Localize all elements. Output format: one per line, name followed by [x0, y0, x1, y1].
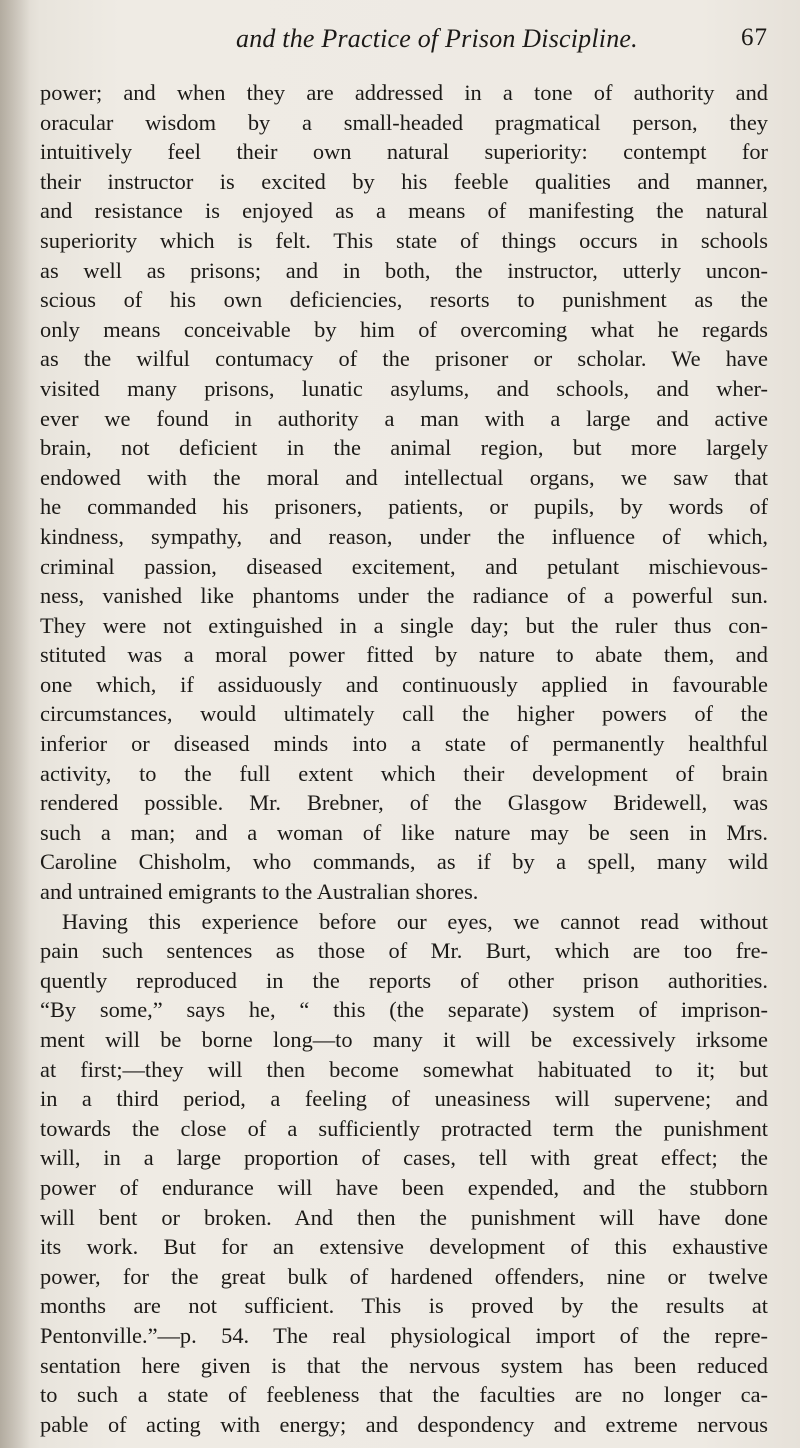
text-line: brain, not deficient in the animal region, but more largely [40, 435, 768, 461]
text-line: one which, if assiduously and continuously applied in favourable [40, 671, 768, 697]
text-line: as well as prisons; and in both, the instructor, utterly uncon- [40, 257, 768, 283]
text-line: activity, to the full extent which their development of brain [40, 760, 768, 786]
text-line: ment will be borne long—to many it will be excessively irksome [40, 1027, 768, 1052]
text-line: intuitively feel their own natural superiority: contempt for [40, 139, 768, 165]
text-line: They were not extinguished in a single day; but the ruler thus con- [40, 612, 768, 638]
body-text [40, 78, 768, 1439]
running-title: and the Practice of Prison Discipline. [236, 24, 638, 53]
text-line: he commanded his prisoners, patients, or pupils, by words of [40, 494, 768, 520]
text-line: at first;—they will then become somewhat habituated to it; but [40, 1056, 768, 1082]
text-line: sentation here given is that the nervous system has been reduced [40, 1352, 768, 1378]
text-line: endowed with the moral and intellectual organs, we saw that [40, 464, 768, 490]
text-line: circumstances, would ultimately call the higher powers of the [40, 701, 768, 727]
text-line: will bent or broken. And then the punishment will have done [40, 1204, 768, 1230]
text-line: power of endurance will have been expended, and the stubborn [40, 1174, 768, 1200]
text-line: months are not sufficient. This is proved by the results at [40, 1293, 768, 1319]
text-line: towards the close of a sufficiently protracted term the punishment [40, 1115, 768, 1141]
text-line: stituted was a moral power fitted by nature to abate them, and [40, 642, 768, 668]
text-line: and untrained emigrants to the Australian shores. [40, 879, 479, 905]
text-line: Caroline Chisholm, who commands, as if by a spell, many wild [40, 849, 768, 875]
text-line: will, in a large proportion of cases, tell with great effect; the [40, 1145, 768, 1171]
text-line: as the wilful contumacy of the prisoner or scholar. We have [40, 346, 768, 372]
text-line: visited many prisons, lunatic asylums, and schools, and wher- [40, 375, 768, 401]
gutter-shadow [0, 0, 30, 1448]
text-line: Pentonville.”—p. 54. The real physiological import of the repre- [40, 1322, 768, 1348]
text-line: criminal passion, diseased excitement, and petulant mischievous- [40, 553, 768, 579]
text-line: rendered possible. Mr. Brebner, of the Glasgow Bridewell, was [40, 790, 768, 816]
text-line: and resistance is enjoyed as a means of manifesting the natural [40, 198, 768, 224]
text-line: pain such sentences as those of Mr. Burt, which are too fre- [40, 938, 768, 964]
text-line: in a third period, a feeling of uneasiness will supervene; and [40, 1086, 768, 1112]
text-line: oracular wisdom by a small-headed pragmatical person, they [40, 109, 768, 135]
text-line: Having this experience before our eyes, we cannot read without [62, 908, 768, 934]
text-line: to such a state of feebleness that the faculties are no longer ca- [40, 1382, 768, 1408]
text-line: only means conceivable by him of overcoming what he regards [40, 316, 768, 342]
text-line: its work. But for an extensive development of this exhaustive [40, 1234, 768, 1260]
text-line: such a man; and a woman of like nature may be seen in Mrs. [40, 819, 768, 845]
text-line: pable of acting with energy; and despondency and extreme nervous [40, 1411, 768, 1437]
text-line: power, for the great bulk of hardened offenders, nine or twelve [40, 1263, 768, 1289]
text-line: ever we found in authority a man with a large and active [40, 405, 768, 431]
text-line: quently reproduced in the reports of other prison authorities. [40, 967, 768, 993]
text-line: “By some,” says he, “ this (the separate) system of imprison- [40, 997, 768, 1023]
text-line: power; and when they are addressed in a tone of authority and [40, 80, 768, 105]
page-number: 67 [741, 24, 768, 51]
text-line: superiority which is felt. This state of things occurs in schools [40, 227, 768, 253]
text-line: scious of his own deficiencies, resorts to punishment as the [40, 287, 768, 313]
text-line: their instructor is excited by his feeble qualities and manner, [40, 168, 768, 194]
text-line: inferior or diseased minds into a state of permanently healthful [40, 731, 768, 757]
running-head [128, 20, 768, 60]
text-line: ness, vanished like phantoms under the radiance of a powerful sun. [40, 583, 768, 609]
text-line: kindness, sympathy, and reason, under the influence of which, [40, 523, 768, 549]
